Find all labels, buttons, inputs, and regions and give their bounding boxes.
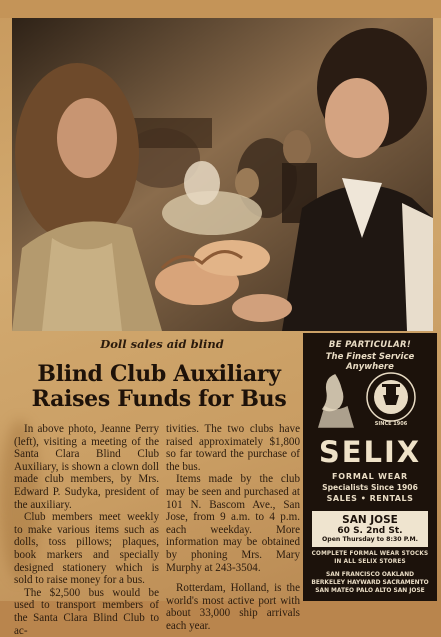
- store-city-list: [303, 571, 437, 595]
- filler-paragraph: Rotterdam, Holland, is the world's most active port with about 33,000 ship arrivals each year.: [166, 582, 300, 632]
- city-row: SAN FRANCISCO OAKLAND: [325, 572, 415, 578]
- city-row: BERKELEY HAYWARD SACRAMENTO: [311, 580, 429, 586]
- article-paragraph: In above photo, Jeanne Perry (left), visiting a meeting of the Santa Clara Blind Club Auxiliary, is shown a clown doll made club members, by Mrs. Edward P. Sudyka, president of the auxiliary.: [14, 423, 159, 511]
- store-location-box: [312, 511, 428, 547]
- photo-illustration: [12, 18, 433, 331]
- ad-tagline: BE PARTICULAR!: [328, 340, 412, 350]
- headline-line-1: Blind Club Auxiliary: [37, 361, 281, 387]
- selix-advertisement: [303, 333, 437, 601]
- ad-subtagline: The Finest Service Anywhere: [325, 352, 415, 372]
- news-photo: [12, 18, 433, 331]
- ad-stock-note: IN ALL SELIX STORES: [334, 559, 406, 565]
- photo-caption: Doll sales aid blind: [100, 337, 224, 351]
- store-address: 60 S. 2nd St.: [337, 526, 403, 536]
- store-hours: Open Thursday to 8:30 P.M.: [322, 536, 418, 543]
- article-paragraph: Items made by the club may be seen and purchased at 101 N. Bascom Ave., San Jose, from 9 a.m. to 4 p.m. each weekday. More information may be obtained by phoning Mrs. Mary Murphy at 243-3504.: [166, 473, 300, 574]
- ad-sales-rentals: SALES • RENTALS: [326, 494, 414, 503]
- article-paragraph: The $2,500 bus would be used to transport members of the Santa Clara Blind Club to ac-: [14, 586, 159, 637]
- emblem-label: SINCE 1906: [374, 421, 408, 427]
- ad-stock-note: COMPLETE FORMAL WEAR STOCKS: [311, 551, 429, 557]
- article-column-1: [14, 423, 159, 637]
- ad-formal-wear: FORMAL WEAR: [332, 472, 408, 481]
- store-city: SAN JOSE: [342, 514, 398, 526]
- article-headline: [14, 362, 304, 412]
- headline-line-2: Raises Funds for Bus: [31, 386, 287, 412]
- city-row: SAN MATEO PALO ALTO SAN JOSE: [315, 588, 425, 594]
- article-paragraph: tivities. The two clubs have raised approximately $1,800 so far toward the purchase of the bus.: [166, 423, 300, 473]
- selix-emblem-icon: [303, 367, 437, 431]
- brand-logo: SELIX: [318, 435, 422, 469]
- clipped-top-edge: [0, 0, 441, 18]
- article-column-2: [166, 423, 300, 633]
- ad-specialists: Specialists Since 1906: [322, 483, 418, 492]
- article-paragraph: Club members meet weekly to make various items such as dolls, toss pillows; plaques, book markers and specially designed stationery which is sold to raise money for a bus.: [14, 511, 159, 587]
